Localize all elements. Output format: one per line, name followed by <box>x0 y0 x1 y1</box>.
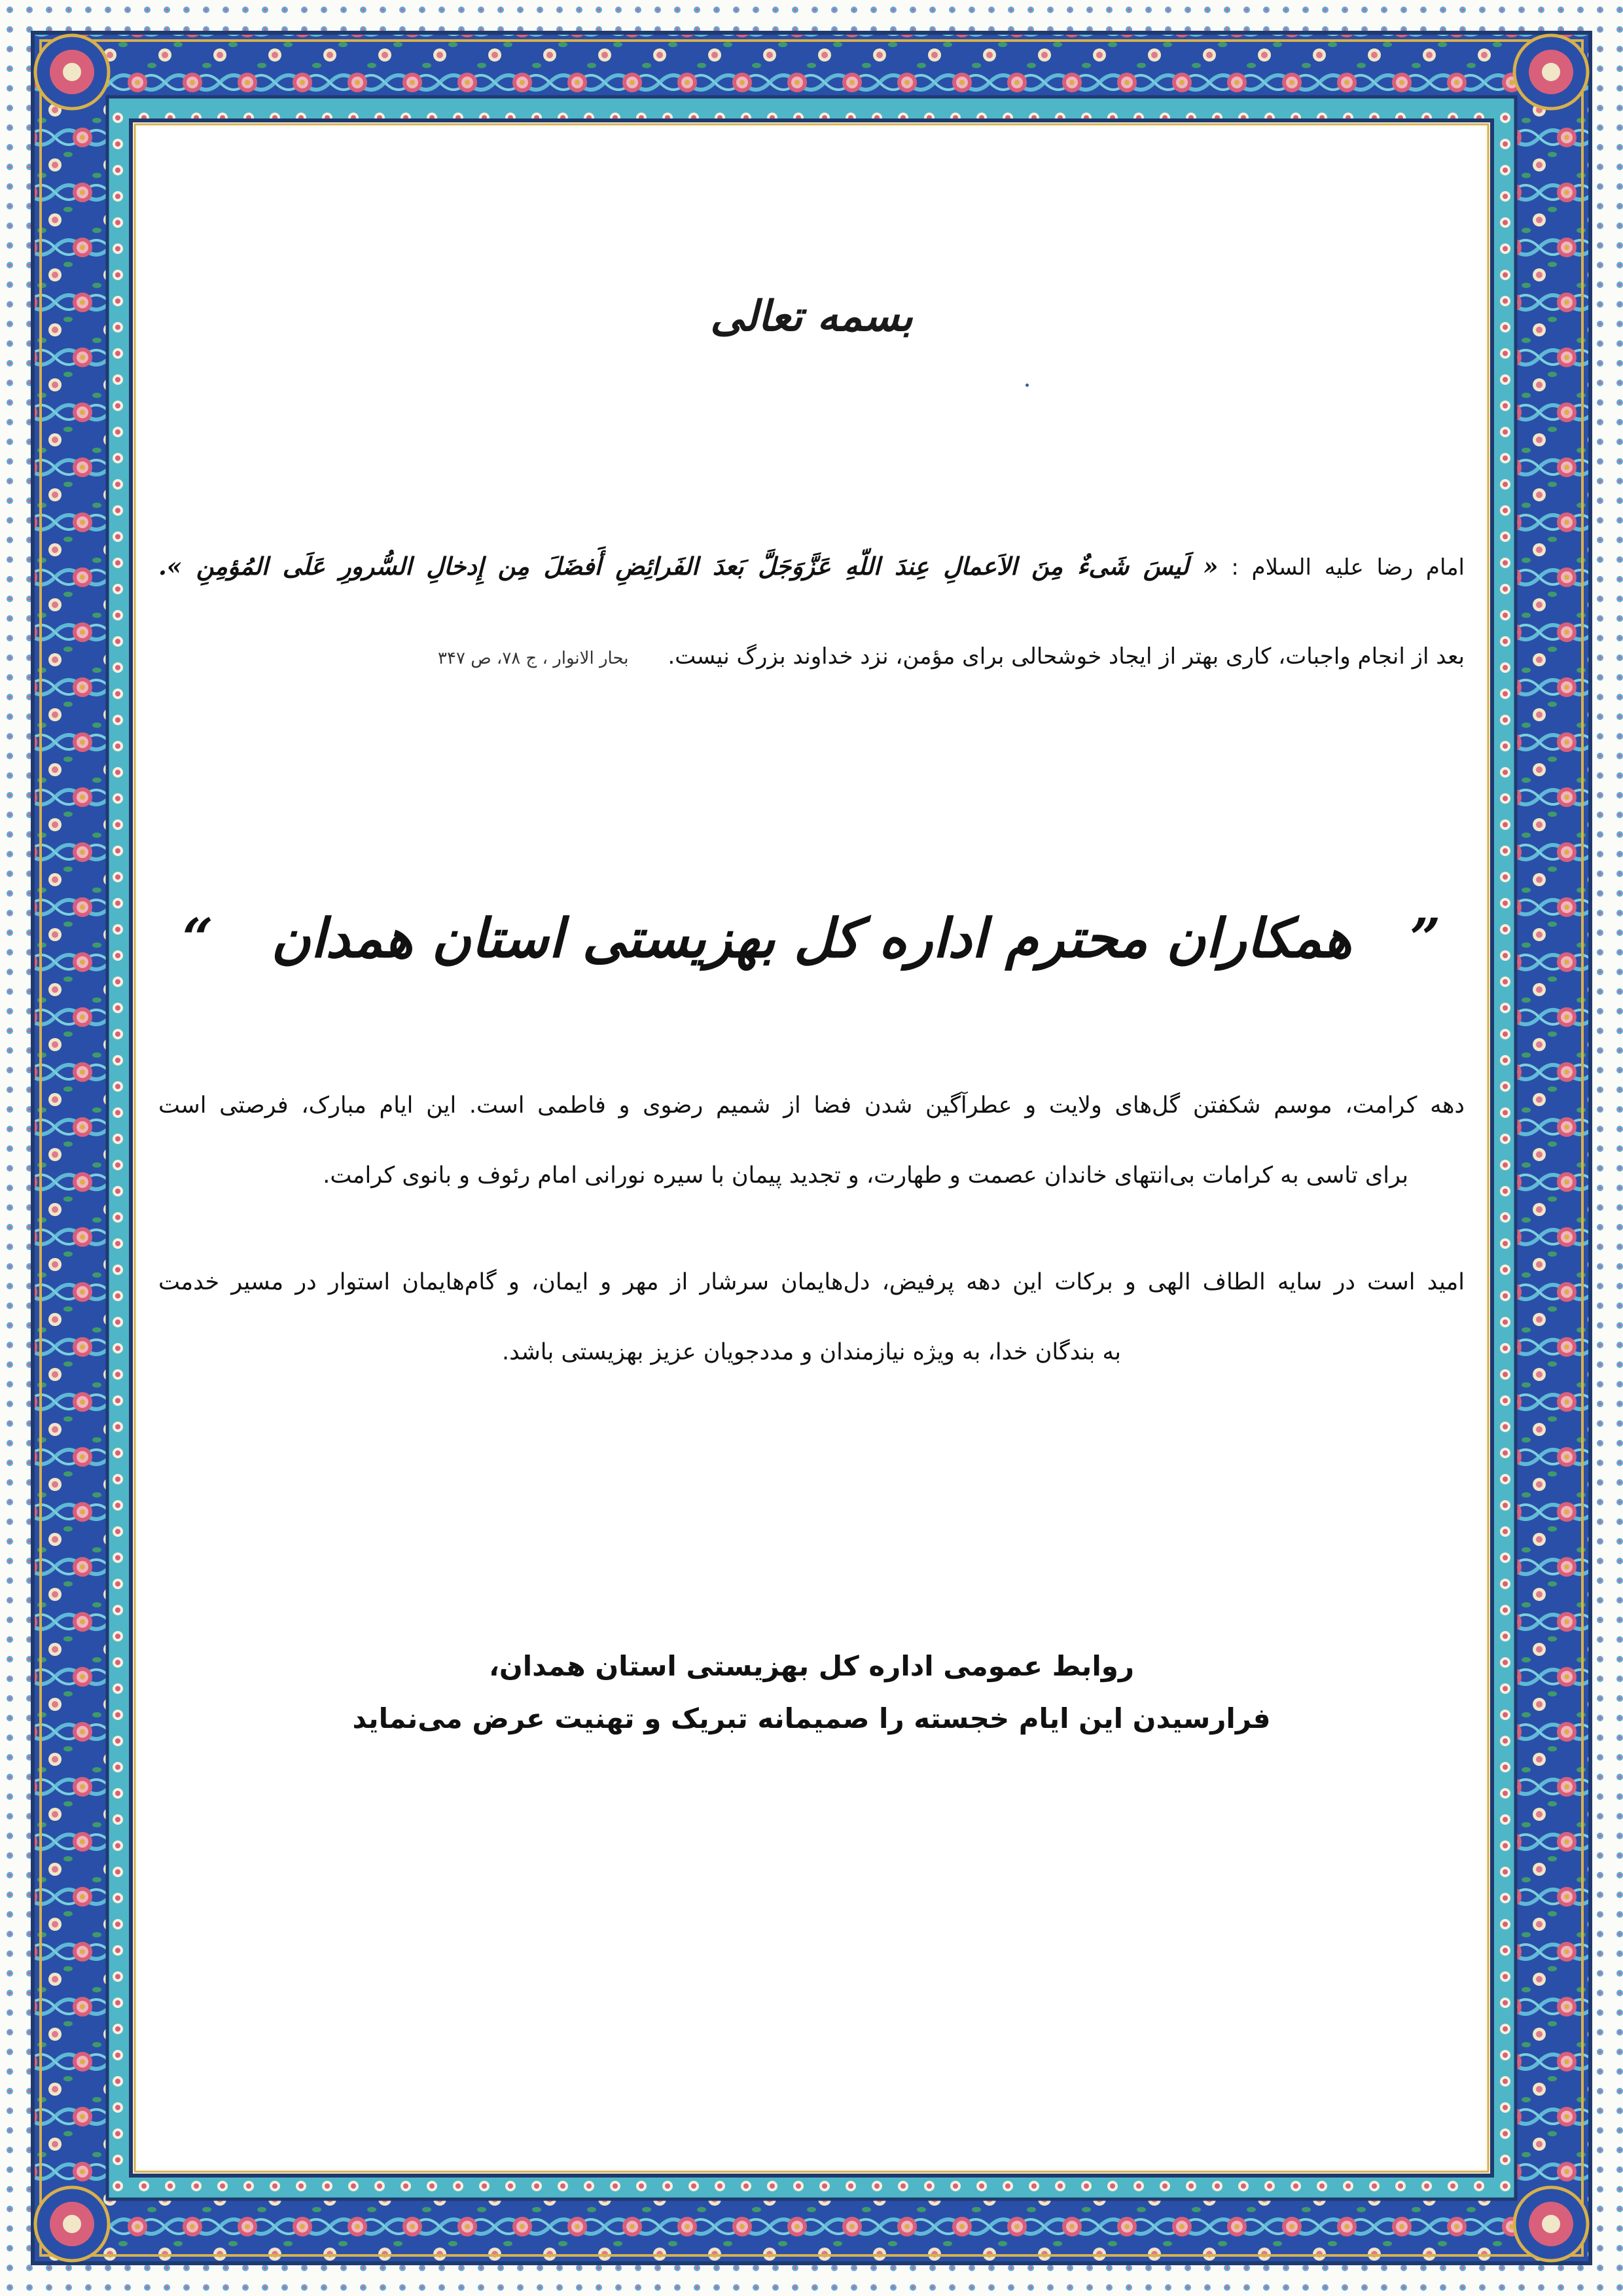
paragraph-2-line-1: امید است در سایه الطاف الهی و برکات این دهه پرفیض، دل‌هایمان سرشار از مهر و ایمان، و گام‌هایمان استوار در مسیر خدمت <box>158 1269 1465 1295</box>
paragraph-1 <box>158 1071 1465 1211</box>
content-sheet <box>139 128 1484 2168</box>
hadith-arabic-text: « لَیسَ شَیءٌ مِنَ الاَعمالِ عِندَ اللّهِ عَزَّوَجَلَّ بَعدَ الفَرائِضِ أَفضَلَ مِن إِدخالِ السُّرورِ عَلَی المُؤمِنِ ». <box>158 552 1219 581</box>
paragraph-2 <box>158 1247 1465 1388</box>
closing-signature <box>139 1640 1484 1745</box>
translation-source: بحار الانوار ، ج ۷۸، ص ۳۴۷ <box>438 649 629 668</box>
closing-line-2: فرارسیدن این ایام خجسته را صمیمانه تبریک و تهنیت عرض می‌نماید <box>352 1702 1271 1734</box>
addressee-close-quote: “ <box>182 907 213 970</box>
ink-dot <box>1026 384 1029 387</box>
translation-text: بعد از انجام واجبات، کاری بهتر از ایجاد خوشحالی برای مؤمن، نزد خداوند بزرگ نیست. <box>668 643 1465 670</box>
paragraph-2-line-2: به بندگان خدا، به ویژه نیازمندان و مددجویان عزیز بهزیستی باشد. <box>501 1339 1122 1365</box>
paragraph-1-line-1: دهه کرامت، موسم شکفتن گل‌های ولایت و عطرآگین شدن فضا از شمیم رضوی و فاطمی است. این ایام مبارک، فرصتی است <box>158 1092 1465 1119</box>
hadith-speaker: امام رضا علیه السلام : <box>1231 554 1465 581</box>
addressee-text: همکاران محترم اداره کل بهزیستی استان همدان <box>271 907 1352 970</box>
hadith-translation <box>158 639 1465 674</box>
basmala-heading: بسمه تعالی <box>710 292 913 341</box>
paragraph-1-line-2: برای تاسی به کرامات بی‌انتهای خاندان عصمت و طهارت، و تجدید پیمان با سیره نورانی امام رئوف و بانوی کرامت. <box>323 1162 1408 1189</box>
closing-line-1: روابط عمومی اداره کل بهزیستی استان همدان، <box>488 1650 1135 1682</box>
addressee-open-quote: ” <box>1410 907 1441 970</box>
addressee-heading <box>139 907 1484 970</box>
hadith-line <box>158 547 1465 586</box>
